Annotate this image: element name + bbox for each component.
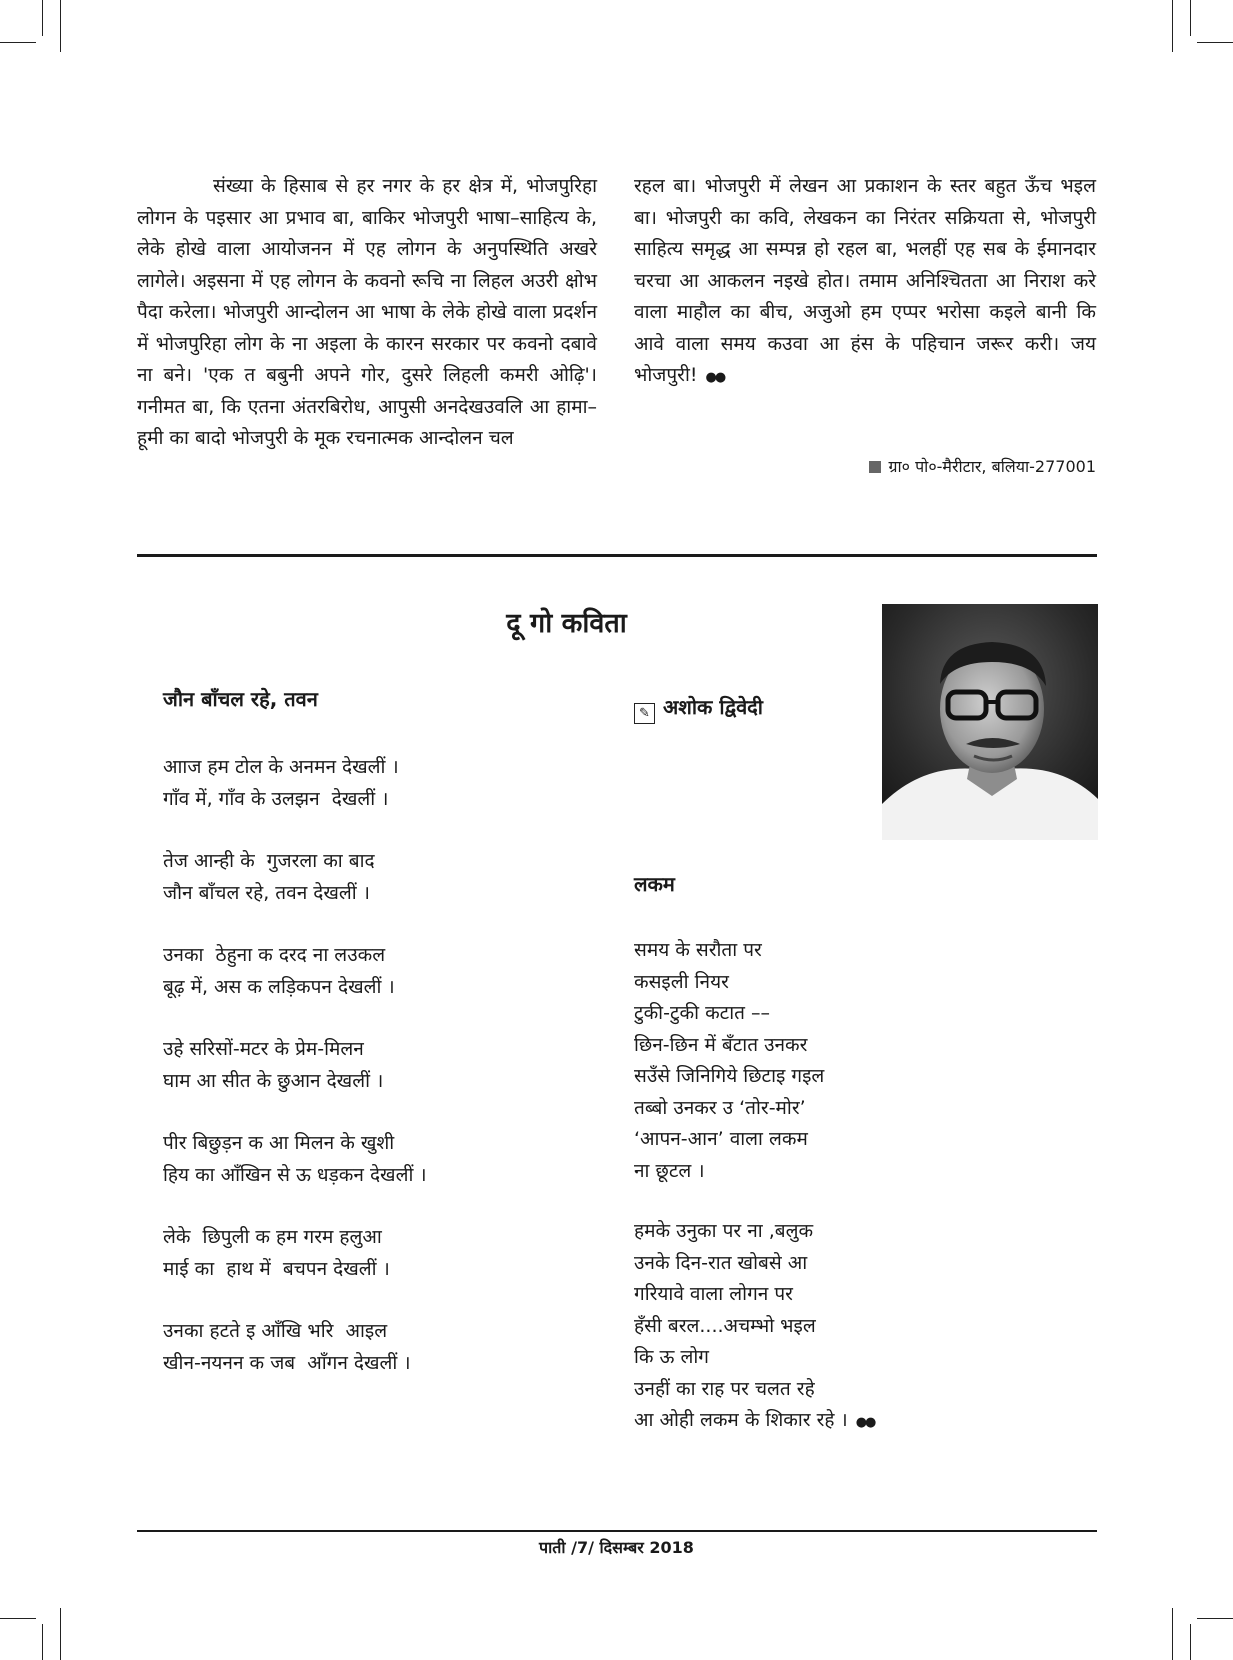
crop-mark — [0, 1618, 36, 1619]
crop-mark — [1172, 1608, 1173, 1660]
end-mark: ●● — [855, 1415, 875, 1430]
article-right-text: रहल बा। भोजपुरी में लेखन आ प्रकाशन के स्तर बहुत ऊँच भइल बा। भोजपुरी का कवि, लेखकन का निरंतर सक्रियता से, भोजपुरी साहित्य समृद्ध आ सम्पन्न हो रहल बा, भलहीं एह सब के ईमानदार चरचा आ आकलन नइखे होत। तमाम अनिश्चितता आ निराश करे वाला माहौल का बीच, अजुओ हम एप्पर भरोसा कइले बानी कि आवे वाला समय कउवा आ हंस के पहिचान जरूर करी। जय भोजपुरी! — [634, 175, 1096, 386]
crop-mark — [1172, 0, 1173, 52]
poem1-stanza: उनका ठेहुना क दरद ना लउकल बूढ़ में, अस क लड़िकपन देखलीं । — [163, 944, 395, 998]
crop-mark — [0, 42, 36, 43]
end-mark: ●● — [705, 370, 725, 385]
section-title: दू गो कविता — [506, 608, 627, 639]
poem2-title: लकम — [634, 872, 675, 896]
crop-mark — [1197, 1618, 1233, 1619]
poem1-stanza: उहे सरिसों-मटर के प्रेम-मिलन घाम आ सीत के छुआन देखलीं । — [163, 1038, 384, 1092]
crop-mark — [60, 0, 61, 52]
square-bullet-icon — [869, 461, 881, 473]
crop-mark — [42, 1624, 43, 1660]
poem1-title: जौन बाँचल रहे, तवन — [163, 687, 318, 711]
poem1-stanza: तेज आन्ही के गुजरला का बाद जौन बाँचल रहे, तवन देखलीं । — [163, 850, 375, 904]
poem2-stanza-text: हमके उनुका पर ना ,बलुक उनके दिन-रात खोबसे आ गरियावे वाला लोगन पर हँसी बरल....अचम्भो भइल कि ऊ लोग उनहीं का राह पर चलत रहे आ ओही लकम के शिकार रहे । — [634, 1220, 848, 1431]
crop-mark — [42, 0, 43, 36]
poem1-stanza: लेके छिपुली क हम गरम हलुआ माई का हाथ में बचपन देखलीं । — [163, 1226, 390, 1280]
page-footer: पाती /7/ दिसम्बर 2018 — [539, 1538, 694, 1557]
crop-mark — [1190, 1624, 1191, 1660]
pen-icon: ✎ — [634, 703, 655, 724]
article-left-column — [137, 171, 597, 455]
poem1-stanza: पीर बिछुड़न क आ मिलन के खुशी हिय का आँखिन से ऊ धड़कन देखलीं । — [163, 1132, 427, 1186]
poet-byline — [634, 693, 763, 724]
crop-mark — [60, 1608, 61, 1660]
poem1-stanza: आाज हम टोल के अनमन देखलीं । गाँव में, गाँव के उलझन देखलीं । — [163, 756, 399, 810]
article-left-paragraph: संख्या के हिसाब से हर नगर के हर क्षेत्र में, भोजपुरिहा लोगन के पइसार आ प्रभाव बा, बाकिर भोजपुरी भाषा–साहित्य के, लेके होखे वाला आयोजनन में एह लोगन के अनुपस्थिति अखरे लागेले। अइसना में एह लोगन के कवनो रूचि ना लिहल अउरी क्षोभ पैदा करेला। भोजपुरी आन्दोलन आ भाषा के लेके होखे वाला प्रदर्शन में भोजपुरिहा लोग के ना अइला के कारन सरकार पर कवनो दबावे ना बने। 'एक त बबुनी अपने गोर, दुसरे लिहली कमरी ओढ़ि'। गनीमत बा, कि एतना अंतरबिरोध, आपुसी अनदेखउवलि आ हामा–हूमी का बादो भोजपुरी के मूक रचनात्मक आन्दोलन चल — [137, 175, 597, 449]
crop-mark — [1190, 0, 1191, 36]
author-address — [869, 455, 1096, 477]
poem1-stanza: उनका हटते इ आँखि भरि आइल खीन-नयनन क जब आँगन देखलीं । — [163, 1320, 411, 1374]
poem2-stanza — [634, 1216, 874, 1439]
footer-rule — [137, 1530, 1097, 1532]
poet-name: अशोक द्विवेदी — [663, 695, 763, 719]
article-right-column — [634, 171, 1096, 394]
address-text: ग्रा० पो०-मैरीटार, बलिया-277001 — [888, 457, 1096, 476]
author-photo — [882, 604, 1098, 840]
crop-mark — [1197, 42, 1233, 43]
article-right-paragraph — [634, 171, 1096, 394]
section-divider — [137, 554, 1097, 557]
author-portrait-image — [882, 604, 1098, 840]
poem2-stanza: समय के सरौता पर कसइली नियर टुकी-टुकी कटात –– छिन-छिन में बँटात उनकर सउँसे जिनिगिये छिटाइ गइल तब्बो उनकर उ ‘तोर-मोर’ ‘आपन-आन’ वाला लकम ना छूटल । — [634, 939, 825, 1182]
